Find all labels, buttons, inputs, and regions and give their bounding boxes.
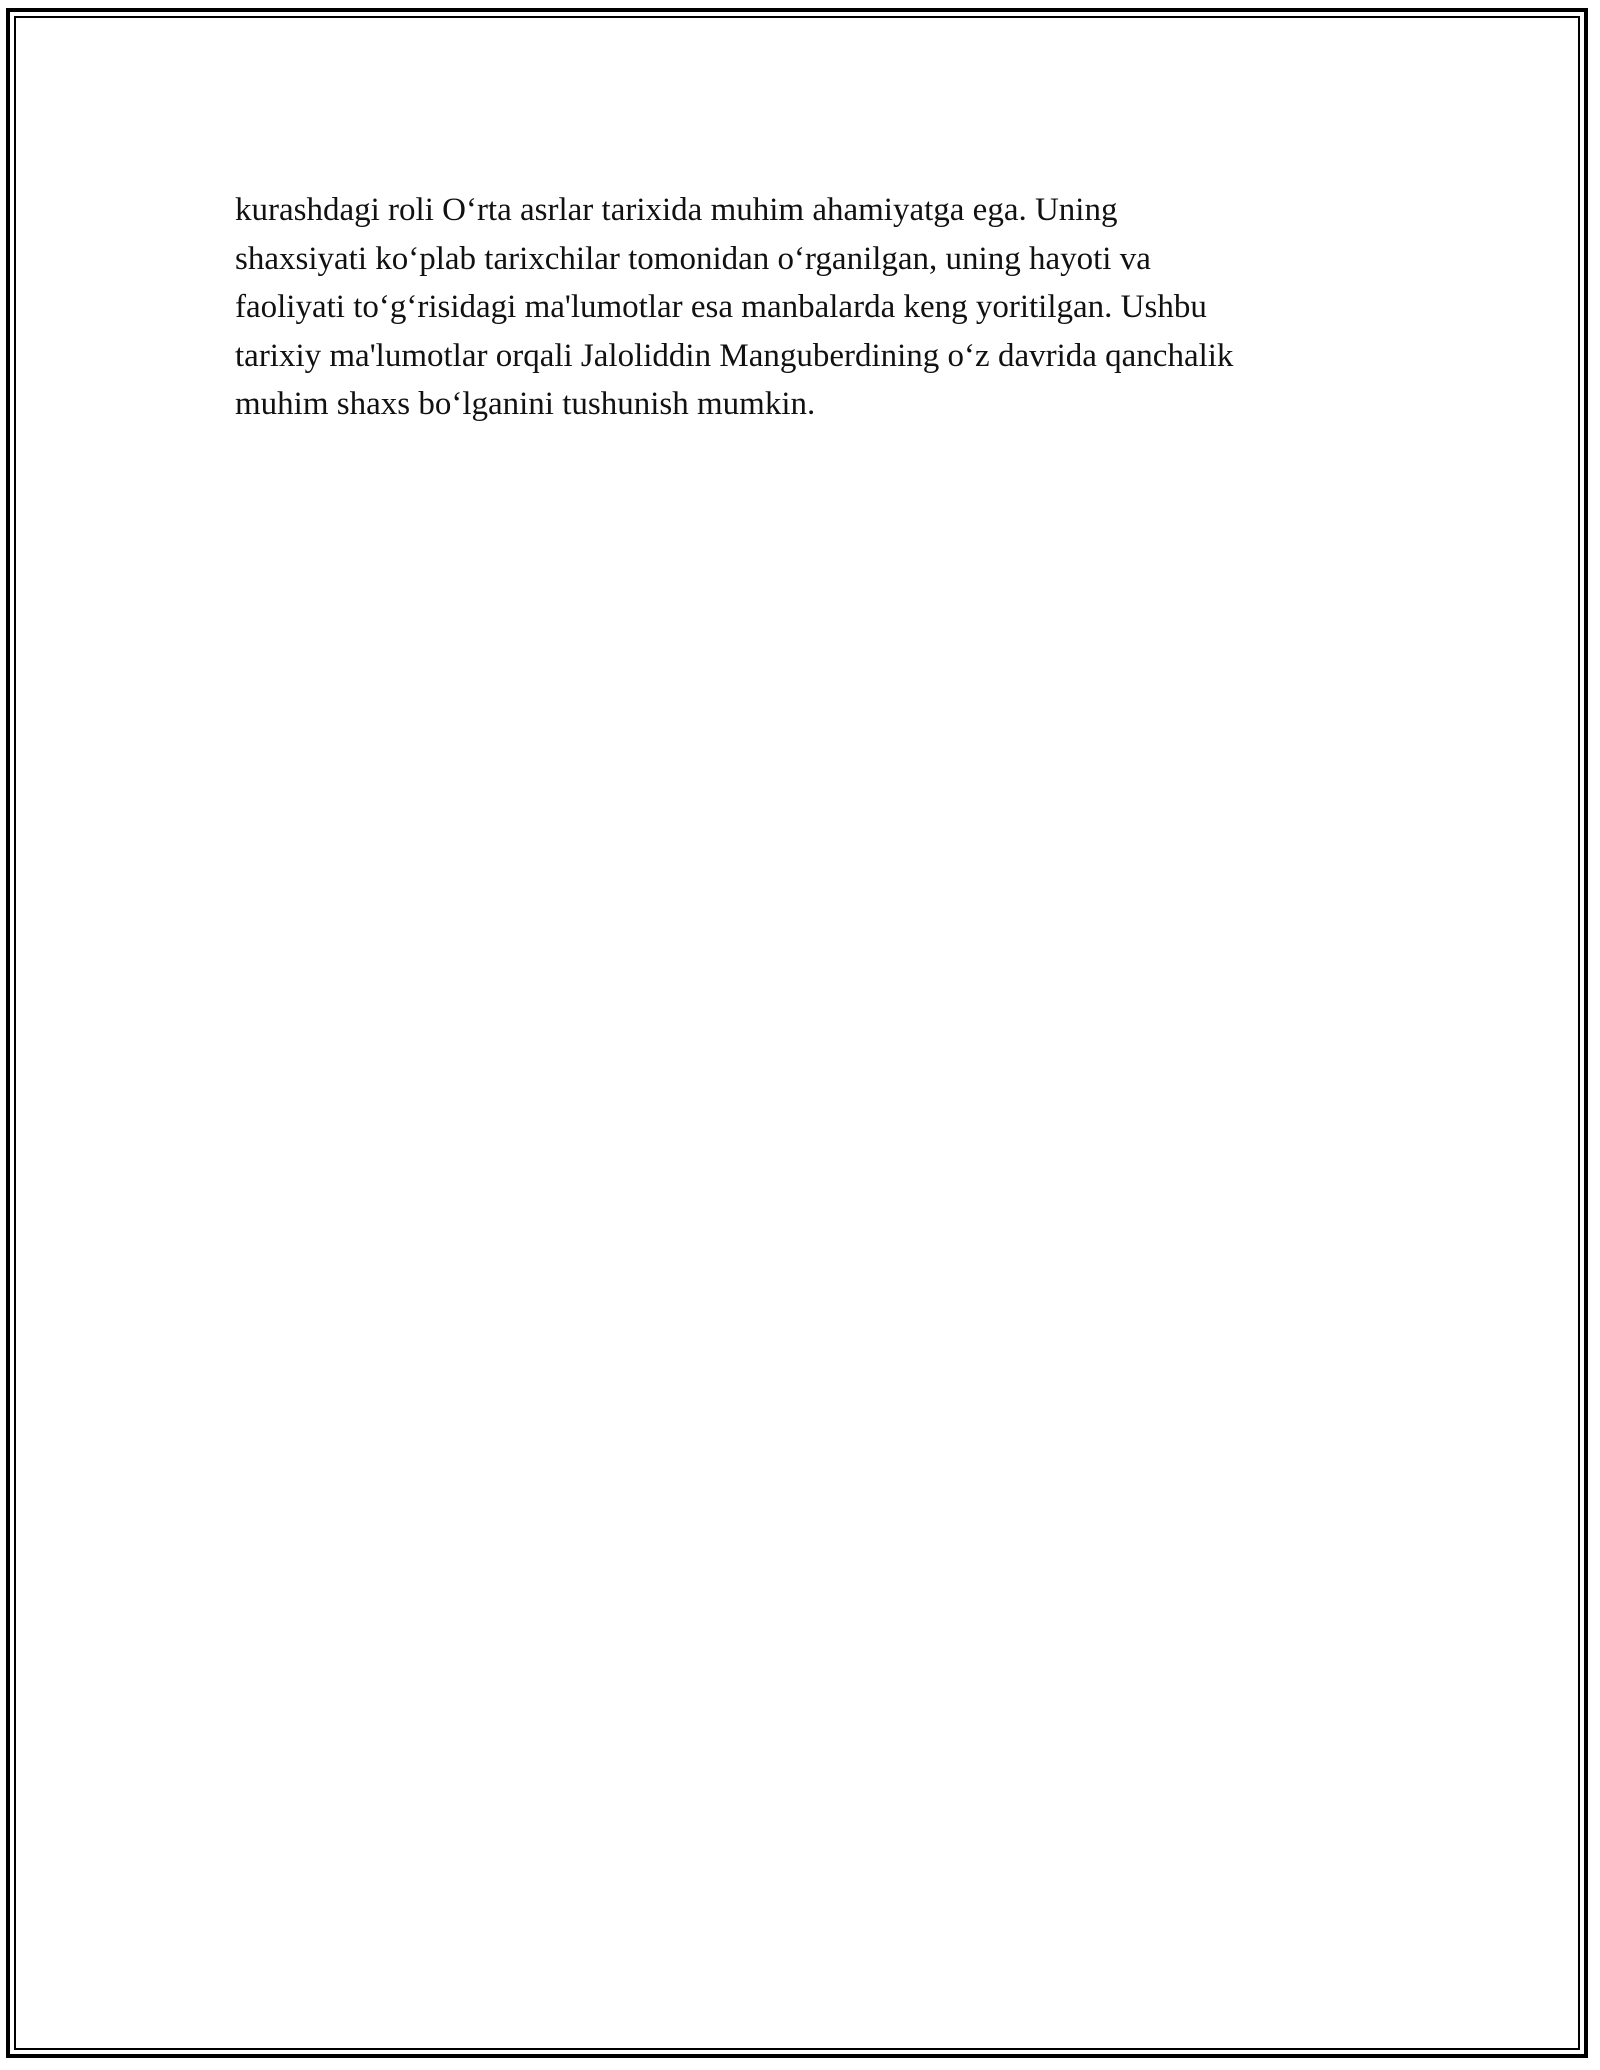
paragraph-line: muhim shaxs bo‘lganini tushunish mumkin. xyxy=(235,386,816,422)
paragraph-line: faoliyati to‘g‘risidagi ma'lumotlar esa manbalarda keng yoritilgan. Ushbu xyxy=(235,289,1207,325)
paragraph-line: kurashdagi roli O‘rta asrlar tarixida muhim ahamiyatga ega. Uning xyxy=(235,192,1118,228)
paragraph-line: tarixiy ma'lumotlar orqali Jaloliddin Manguberdining o‘z davrida qanchalik xyxy=(235,337,1234,374)
document-body xyxy=(235,186,1375,429)
body-paragraph xyxy=(235,186,1375,429)
paragraph-line: shaxsiyati ko‘plab tarixchilar tomonidan o‘rganilgan, uning hayoti va xyxy=(235,240,1151,277)
